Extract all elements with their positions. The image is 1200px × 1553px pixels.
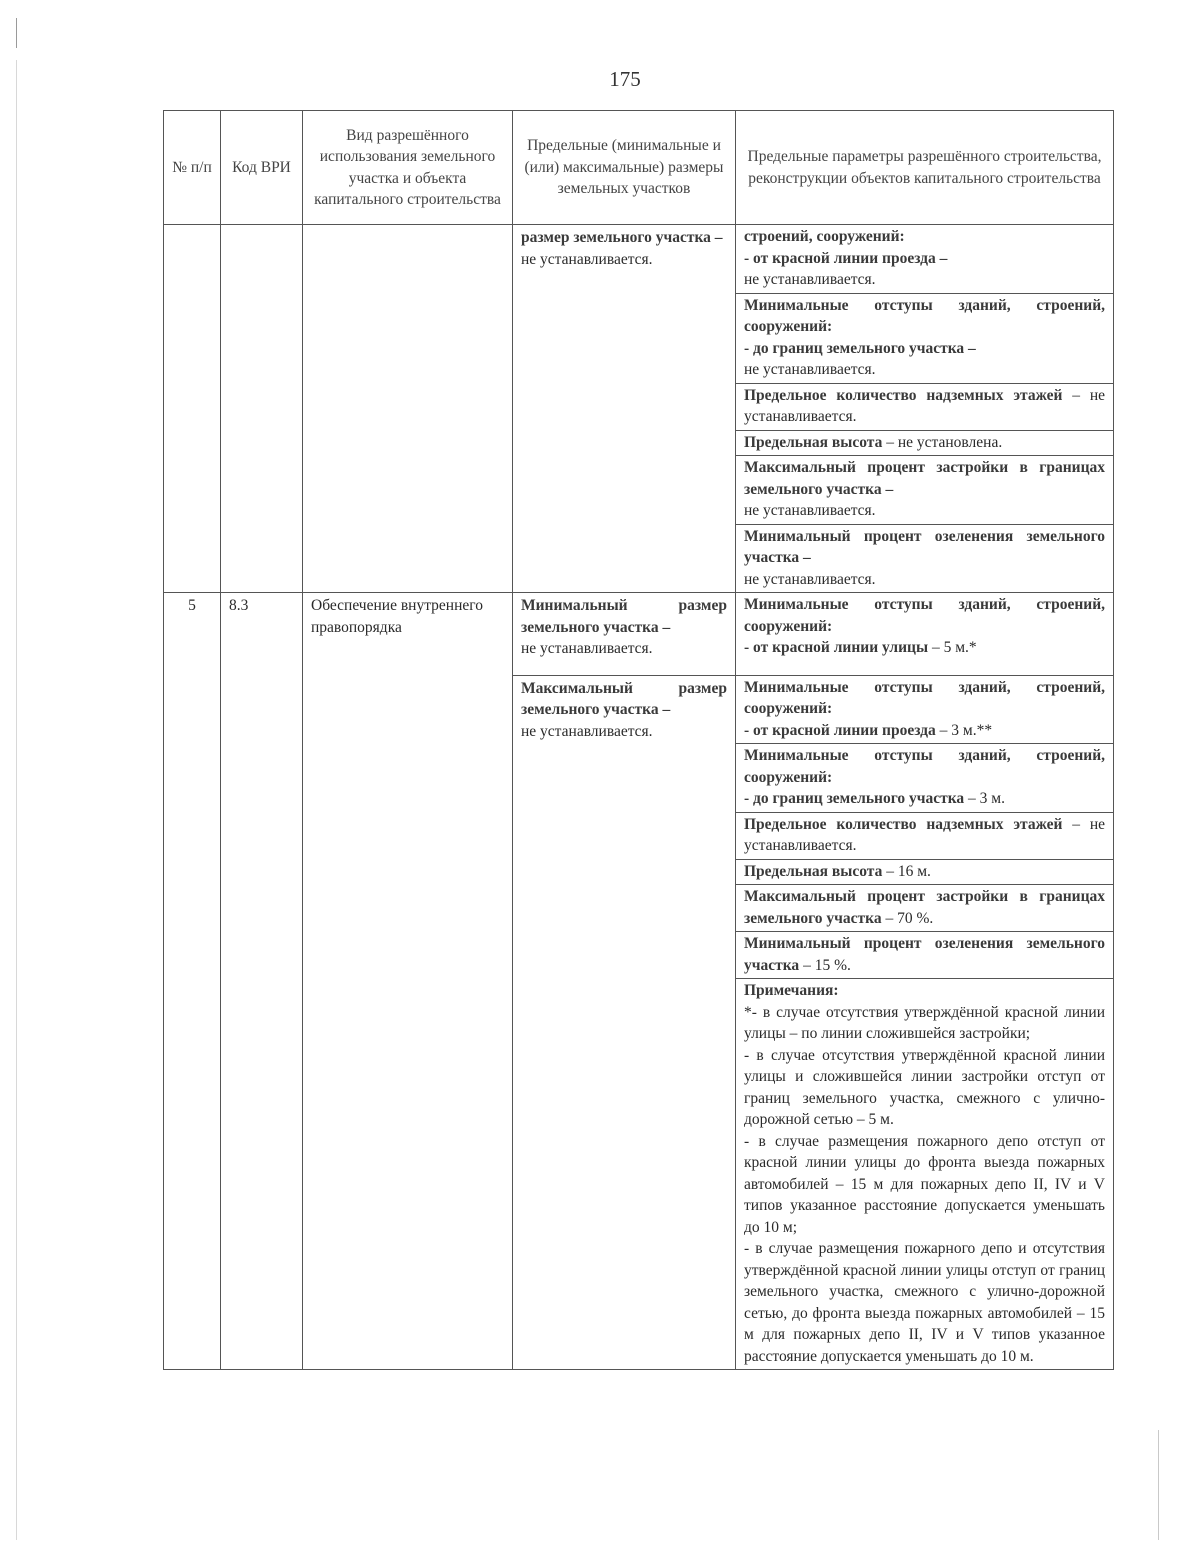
table-row-5 (164, 593, 1114, 676)
param-label: Минимальный процент озеленения земельного участка – (744, 527, 1105, 566)
table-header-row (164, 111, 1114, 225)
param-sublabel: - от красной линии проезда (744, 721, 936, 739)
header-size: Предельные (минимальные и (или) максимальные) размеры земельных участков (513, 111, 736, 225)
param-cell (736, 675, 1114, 744)
param-value: – 15 %. (799, 956, 851, 974)
param-label: Предельное количество надземных этажей (744, 386, 1063, 404)
param-value: – не устанавливается. (744, 815, 1105, 854)
cell-size-continuation (513, 225, 736, 593)
param-cell (736, 593, 1114, 676)
header-num: № п/п (164, 111, 221, 225)
max-size-value: не устанавливается. (521, 722, 653, 740)
param-label: Минимальные отступы зданий, строений, сооружений: (744, 678, 1105, 717)
page-number: 175 (609, 67, 641, 91)
param-value: – 3 м. (964, 790, 1005, 807)
header-type: Вид разрешённого использования земельного участка и объекта капитального строительства (303, 111, 513, 225)
param-cell (736, 293, 1114, 383)
param-label: Минимальный процент озеленения земельного участка (744, 935, 1105, 974)
cell-type-empty (303, 225, 513, 593)
param-cell (736, 456, 1114, 525)
note-item: - в случае размещения пожарного депо и отсутствия утверждённой красной линии улицы отступ от границ земельного участка, смежного с улично-дорожной сетью, до фронта выезда пожарных автомобилей – 15 м для пожарных депо II, IV и V типов указанное расстояние допускается уменьшать до 10 м. (744, 1240, 1105, 1365)
min-size-label: Минимальный размер земельного участка – (521, 597, 727, 636)
scan-edge-line-left (16, 60, 17, 1540)
param-label: Минимальные отступы зданий, строений, сооружений: (744, 596, 1105, 635)
notes-cell (736, 979, 1114, 1370)
param-label: Предельная высота (744, 433, 883, 451)
param-value: не устанавливается. (744, 570, 876, 588)
param-cell (736, 885, 1114, 932)
param-cell (736, 225, 1114, 294)
header-code: Код ВРИ (221, 111, 303, 225)
param-value: – 70 %. (881, 909, 934, 927)
note-item: - в случае отсутствия утверждённой красной линии улицы и сложившейся линии застройки отступ от границ земельного участка, смежного с улично-дорожной сетью – 5 м. (744, 1046, 1105, 1128)
param-value: – не установлена. (882, 433, 1003, 451)
param-label: строений, сооружений: (744, 228, 905, 245)
cell-num-empty (164, 225, 221, 593)
param-value: не устанавливается. (744, 502, 876, 519)
cell-min-size (513, 593, 736, 676)
param-value: – 16 м. (882, 862, 931, 880)
param-cell (736, 859, 1114, 885)
param-sublabel: - до границ земельного участка (744, 790, 965, 807)
param-value: не устанавливается. (744, 271, 876, 288)
scan-edge-mark (16, 18, 17, 48)
param-value: – не устанавливается. (744, 386, 1105, 425)
param-label: Предельное количество надземных этажей (744, 815, 1063, 833)
param-sublabel: - до границ земельного участка – (744, 339, 976, 357)
table-row-continuation (164, 225, 1114, 294)
param-cell (736, 524, 1114, 593)
cell-code: 8.3 (221, 593, 303, 1370)
regulations-table (163, 110, 1114, 1370)
max-size-label: Максимальный размер земельного участка – (521, 679, 727, 718)
param-cell (736, 812, 1114, 859)
param-label: Максимальный процент застройки в границах земельного участка – (744, 459, 1105, 498)
param-cell (736, 932, 1114, 979)
param-label: Максимальный процент застройки в границах земельного участка (744, 888, 1105, 927)
param-sublabel: - от красной линии улицы (744, 639, 929, 656)
min-size-value: не устанавливается. (521, 640, 653, 657)
param-value: – 5 м.* (928, 639, 977, 656)
param-value: – 3 м.** (935, 721, 993, 739)
size-value: не устанавливается. (521, 250, 653, 268)
size-label: размер земельного участка – (521, 229, 723, 246)
cell-max-size (513, 675, 736, 1370)
param-value: не устанавливается. (744, 361, 876, 378)
cell-code-empty (221, 225, 303, 593)
scan-edge-line-right (1158, 1430, 1159, 1540)
note-item: - в случае размещения пожарного депо отступ от красной линии улицы до фронта выезда пожарных автомобилей – 15 м для пожарных депо II, IV и V типов указанное расстояние допускается уменьшать до 10 м; (744, 1132, 1105, 1236)
param-cell (736, 744, 1114, 813)
cell-type: Обеспечение внутреннего правопорядка (303, 593, 513, 1370)
param-cell (736, 430, 1114, 456)
param-label: Минимальные отступы зданий, строений, сооружений: (744, 296, 1105, 335)
notes-title: Примечания: (744, 982, 839, 999)
param-label: Минимальные отступы зданий, строений, сооружений: (744, 747, 1105, 786)
param-sublabel: - от красной линии проезда – (744, 249, 948, 267)
cell-num: 5 (164, 593, 221, 1370)
param-label: Предельная высота (744, 862, 883, 880)
note-item: *- в случае отсутствия утверждённой красной линии улицы – по линии сложившейся застройки; (744, 1003, 1105, 1042)
param-cell (736, 383, 1114, 430)
header-params: Предельные параметры разрешённого строительства, реконструкции объектов капитального строительства (736, 111, 1114, 225)
